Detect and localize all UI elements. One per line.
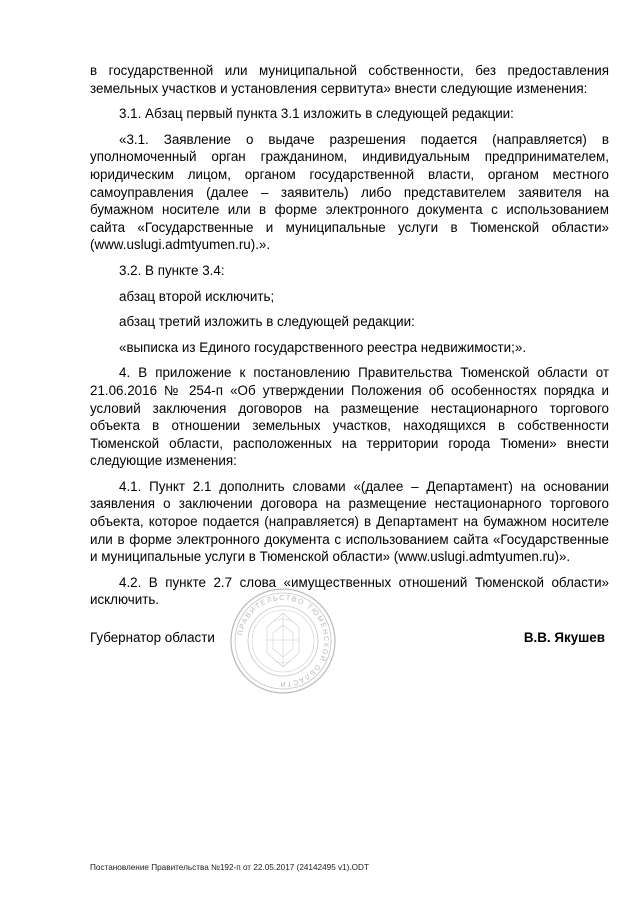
paragraph-intro-continuation: в государственной или муниципальной собственности, без предоставления земельных участков и установления сервитута» внести следующие изменения: [90,63,609,96]
paragraph-third-edition: абзац третий изложить в следующей редакции: [119,314,415,330]
paragraph-extract-quote: «выписка из Единого государственного реестра недвижимости;». [119,339,527,355]
seal-text: ПРАВИТЕЛЬСТВО ТЮМЕНСКОЙ ОБЛАСТИ [235,592,332,690]
document-footer: Постановление Правительства №192-п от 22.05.2017 (24142495 v1).ODT [90,863,369,872]
paragraph-exclude-second: абзац второй исключить; [119,288,275,304]
paragraph-3-2-heading: 3.2. В пункте 3.4: [119,262,225,278]
document-body [90,62,609,617]
paragraph-3-1-heading: 3.1. Абзац первый пункта 3.1 изложить в следующей редакции: [119,106,514,122]
signatory-position: Губернатор области [90,630,215,645]
paragraph-4-1: 4.1. Пункт 2.1 дополнить словами «(далее – Департамент) на основании заявления о заключении договора на размещение нестационарного торгового объекта, которое подается (направляется) в Департамент на бумажном носителе или в форме электронного документа с использованием сайта «Государственные и муниципальные услуги в Тюменской области» (www.uslugi.admtyumen.ru)». [90,478,609,565]
signatory-name: В.В. Якушев [523,630,605,645]
signature-block [90,629,609,649]
paragraph-3-1-quote: «3.1. Заявление о выдаче разрешения подается (направляется) в уполномоченный орган гражданином, индивидуальным предпринимателем, юридическим лицом, органом государственной власти, органом местного самоуправления (далее – заявитель) либо представителем заявителя на бумажном носителе или в форме электронного документа с использованием сайта «Государственные и муниципальные услуги в Тюменской области» (www.uslugi.admtyumen.ru).». [90,131,609,253]
paragraph-4: 4. В приложение к постановлению Правительства Тюменской области от 21.06.2016 № 254-п «Об утверждении Положения об особенностях порядка и условий заключения договоров на размещение нестационарного торгового объекта в отношении земельных участков, находящихся в собственности Тюменской области, расположенных на территории города Тюмени» внести следующие изменения: [90,365,609,469]
paragraph-4-2: 4.2. В пункте 2.7 слова «имущественных отношений Тюменской области» исключить. [90,574,609,608]
